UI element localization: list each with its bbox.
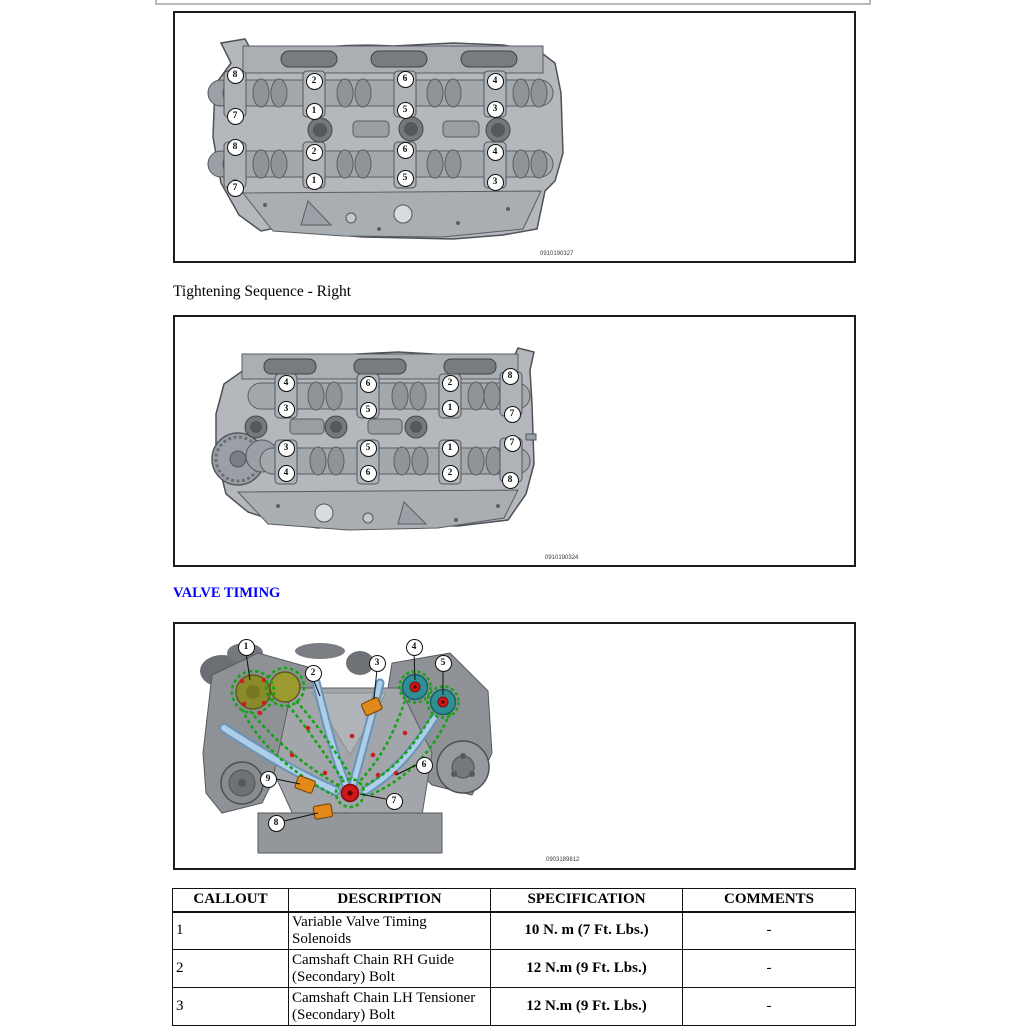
table-cell-desc: Camshaft Chain LH Tensioner (Secondary) Bolt — [289, 988, 491, 1026]
table-cell-callout: 1 — [173, 912, 289, 950]
callout-marker: 4 — [406, 639, 423, 656]
callout-marker: 5 — [360, 440, 377, 457]
callout-marker: 6 — [360, 465, 377, 482]
col-header-specification: SPECIFICATION — [491, 889, 683, 912]
page-top-rule-tick — [869, 0, 871, 5]
callout-marker: 8 — [502, 368, 519, 385]
callout-marker: 7 — [227, 108, 244, 125]
callout-marker: 3 — [278, 440, 295, 457]
table-cell-callout: 3 — [173, 988, 289, 1026]
callout-marker: 3 — [369, 655, 386, 672]
col-header-comments: COMMENTS — [683, 889, 856, 912]
callout-marker: 4 — [278, 375, 295, 392]
table-cell-com: - — [683, 988, 856, 1026]
engine-cylinder-head-right-illustration — [203, 33, 569, 247]
engine-cylinder-head-left-illustration — [208, 344, 538, 534]
callout-marker: 2 — [305, 665, 322, 682]
table-cell-com: - — [683, 950, 856, 988]
callout-marker: 5 — [397, 102, 414, 119]
callout-marker: 2 — [306, 73, 323, 90]
table-cell-spec: 12 N.m (9 Ft. Lbs.) — [491, 950, 683, 988]
callout-marker: 4 — [278, 465, 295, 482]
callout-marker: 1 — [442, 440, 459, 457]
callout-marker: 1 — [442, 400, 459, 417]
callout-marker: 4 — [487, 144, 504, 161]
callout-marker: 5 — [435, 655, 452, 672]
callout-marker: 8 — [227, 139, 244, 156]
callout-marker: 1 — [306, 103, 323, 120]
callout-marker: 1 — [306, 173, 323, 190]
callout-marker: 3 — [487, 174, 504, 191]
callout-marker: 7 — [227, 180, 244, 197]
col-header-description: DESCRIPTION — [289, 889, 491, 912]
table-cell-desc: Camshaft Chain RH Guide (Secondary) Bolt — [289, 950, 491, 988]
figure-image-code: 0910190324 — [545, 555, 579, 561]
table-header-row — [173, 889, 856, 912]
callout-marker: 9 — [260, 771, 277, 788]
torque-specification-table — [172, 888, 856, 1026]
callout-marker: 2 — [442, 375, 459, 392]
table-cell-spec: 10 N. m (7 Ft. Lbs.) — [491, 912, 683, 950]
callout-marker: 6 — [416, 757, 433, 774]
callout-marker: 4 — [487, 73, 504, 90]
table-row — [173, 988, 856, 1026]
table-cell-spec: 12 N.m (9 Ft. Lbs.) — [491, 988, 683, 1026]
heading-valve-timing: VALVE TIMING — [173, 585, 281, 601]
callout-marker: 3 — [278, 401, 295, 418]
callout-marker: 6 — [397, 71, 414, 88]
callout-marker: 8 — [227, 67, 244, 84]
callout-marker: 7 — [386, 793, 403, 810]
callout-marker: 6 — [360, 376, 377, 393]
table-row — [173, 950, 856, 988]
callout-marker: 7 — [504, 435, 521, 452]
callout-marker: 2 — [442, 465, 459, 482]
caption-tightening-sequence-right: Tightening Sequence - Right — [173, 283, 352, 300]
callout-marker: 8 — [268, 815, 285, 832]
callout-marker: 1 — [238, 639, 255, 656]
table-cell-com: - — [683, 912, 856, 950]
figure-image-code: 0910190327 — [540, 251, 574, 257]
callout-marker: 7 — [504, 406, 521, 423]
table-cell-callout: 2 — [173, 950, 289, 988]
col-header-callout: CALLOUT — [173, 889, 289, 912]
table-row — [173, 912, 856, 950]
figure-image-code: 0903189812 — [546, 857, 580, 863]
callout-marker: 5 — [360, 402, 377, 419]
callout-marker: 8 — [502, 472, 519, 489]
callout-marker: 3 — [487, 101, 504, 118]
callout-marker: 6 — [397, 142, 414, 159]
callout-marker: 2 — [306, 144, 323, 161]
callout-marker: 5 — [397, 170, 414, 187]
table-cell-desc: Variable Valve Timing Solenoids — [289, 912, 491, 950]
page-top-rule-tick — [155, 0, 157, 5]
page-top-rule — [155, 3, 871, 5]
